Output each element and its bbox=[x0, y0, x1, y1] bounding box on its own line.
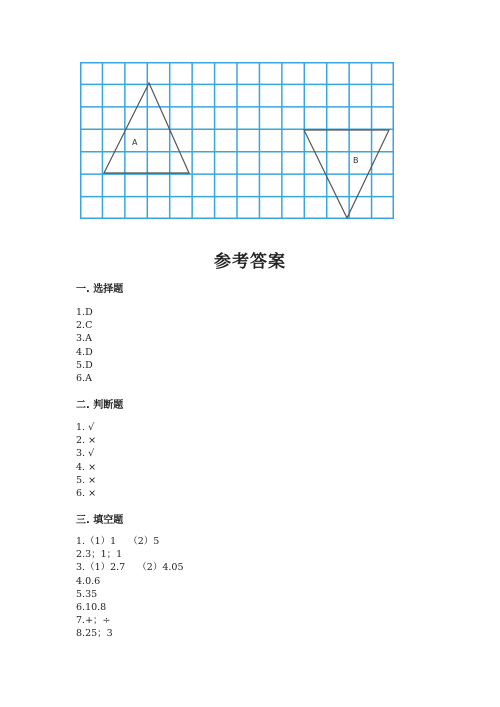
list-item: 3. √ bbox=[76, 448, 95, 460]
list-item: 6.10.8 bbox=[76, 602, 107, 614]
list-item: 3.（1）2.7 （2）4.05 bbox=[76, 562, 184, 574]
list-item: 4. × bbox=[76, 461, 97, 473]
triangle-b-label: B bbox=[353, 156, 359, 165]
list-item: 1.D bbox=[76, 307, 93, 318]
list-item: 2.C bbox=[76, 320, 93, 332]
list-item: 5.D bbox=[76, 359, 93, 371]
list-item: 7.+；÷ bbox=[76, 615, 111, 627]
list-item: 5. × bbox=[76, 474, 97, 486]
grid-lines bbox=[80, 62, 394, 219]
triangle-a-label: A bbox=[132, 138, 138, 147]
answer-list-choice bbox=[76, 306, 93, 385]
grid-figure bbox=[80, 62, 394, 219]
list-item: 5.35 bbox=[76, 588, 98, 600]
list-item: 2.3；1；1 bbox=[76, 549, 123, 561]
list-item: 8.25；3 bbox=[76, 628, 113, 640]
list-item: 4.D bbox=[76, 346, 93, 358]
section-heading-fill: 三. 填空题 bbox=[76, 515, 124, 526]
list-item: 2. × bbox=[76, 435, 97, 447]
list-item: 6. × bbox=[76, 488, 97, 500]
list-item: 1. √ bbox=[76, 422, 95, 433]
list-item: 1.（1）1 （2）5 bbox=[76, 536, 160, 547]
grid-canvas bbox=[80, 62, 394, 219]
triangle-a bbox=[104, 83, 189, 173]
list-item: 4.0.6 bbox=[76, 575, 101, 587]
answer-list-fill bbox=[76, 535, 184, 641]
section-heading-choice: 一. 选择题 bbox=[76, 284, 124, 295]
section-heading-judge: 二. 判断题 bbox=[76, 400, 124, 411]
answer-list-judge bbox=[76, 421, 96, 500]
list-item: 6.A bbox=[76, 373, 92, 385]
list-item: 3.A bbox=[76, 333, 92, 345]
page-title: 参考答案 bbox=[214, 252, 286, 272]
